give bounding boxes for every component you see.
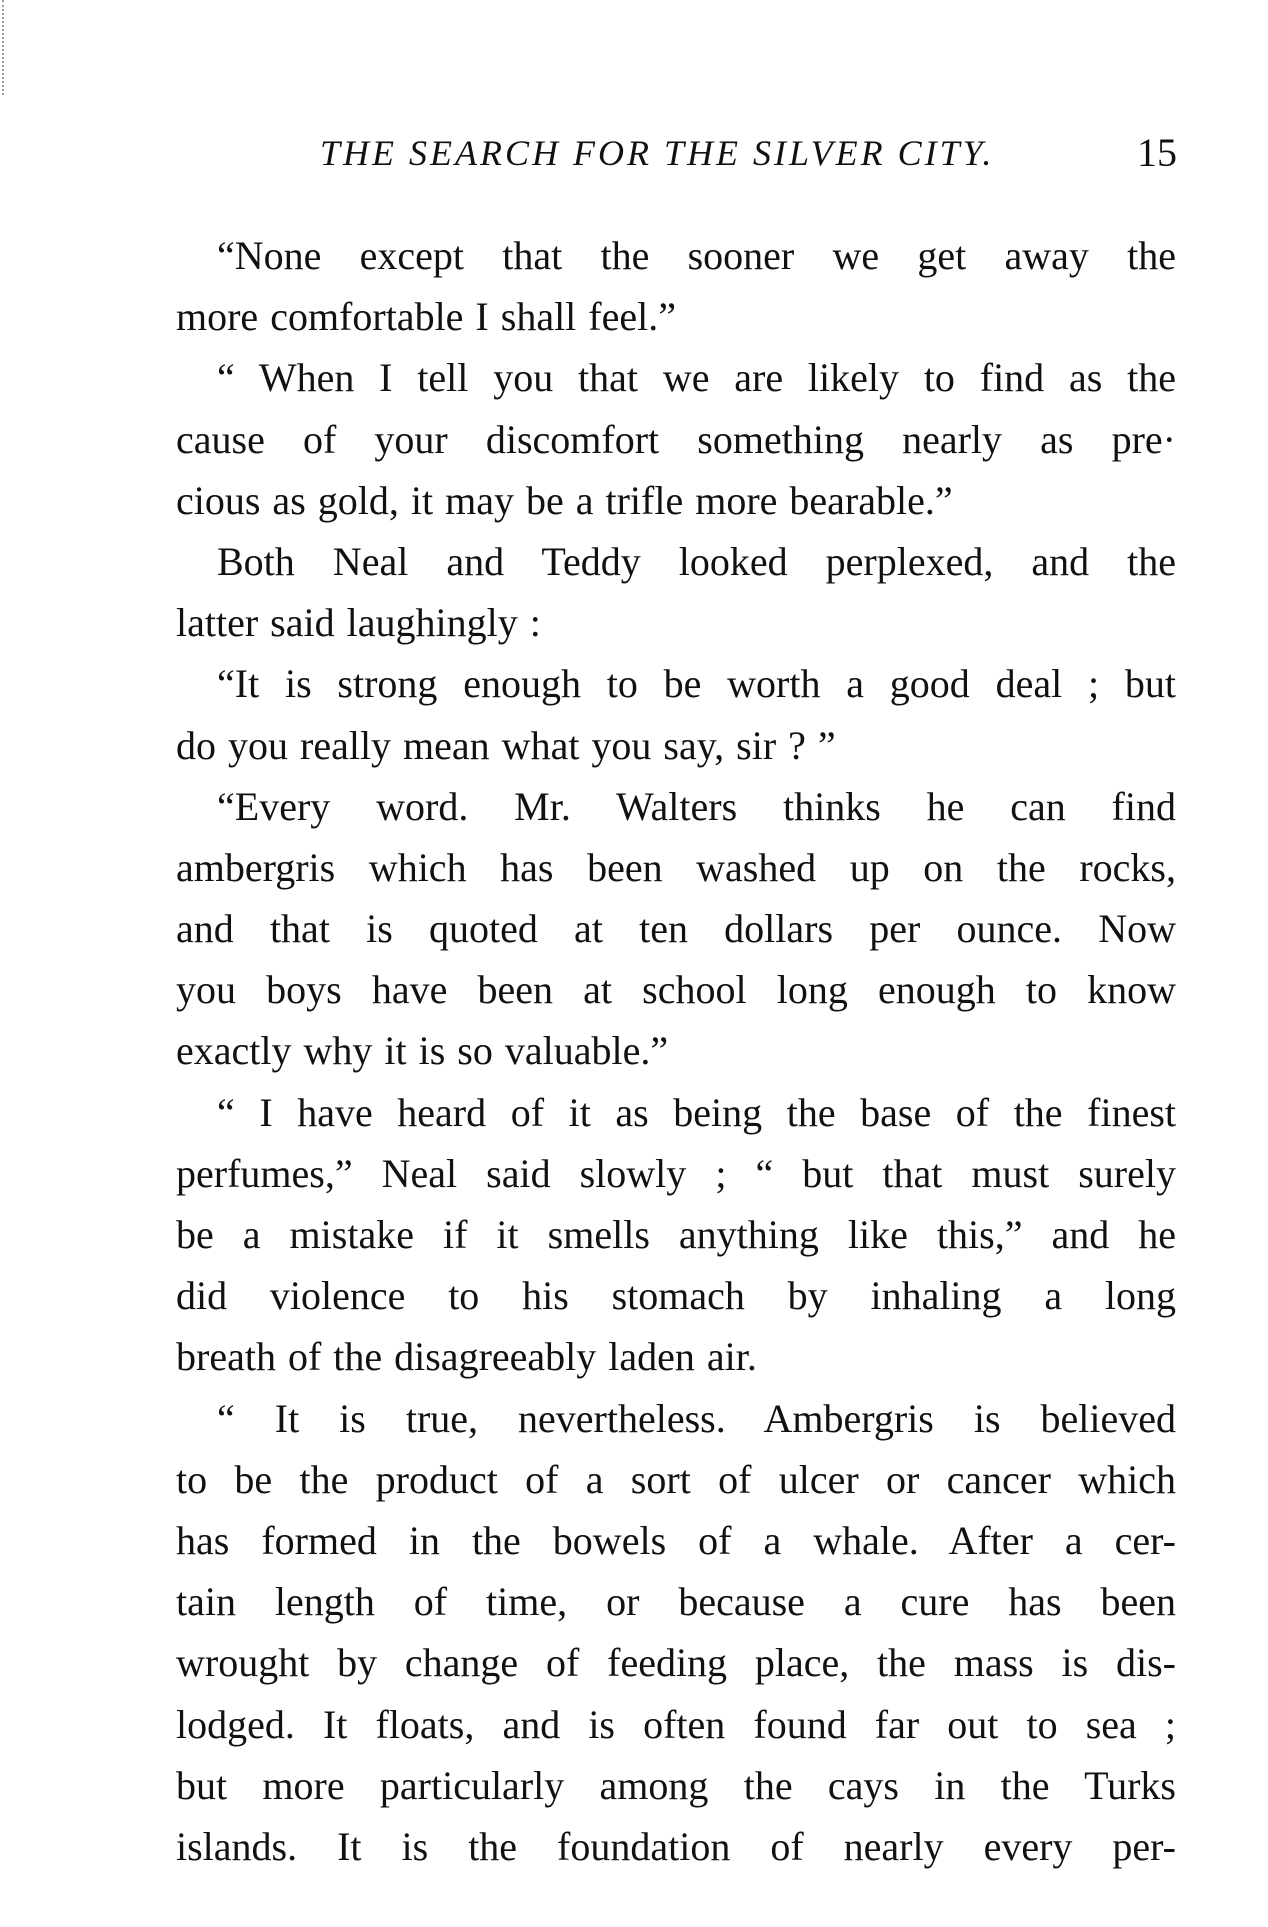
text-line: “ I have heard of it as being the base of the finest	[217, 1089, 1176, 1135]
text-line: islands. It is the foundation of nearly every per-	[176, 1823, 1176, 1869]
running-header	[0, 128, 1268, 178]
text-line: cious as gold, it may be a trifle more bearable.”	[176, 477, 953, 523]
body-text	[176, 225, 1176, 1877]
text-line: Both Neal and Teddy looked perplexed, and the	[217, 538, 1176, 584]
text-line: and that is quoted at ten dollars per ounce. Now	[176, 906, 1176, 952]
page-edge-marks	[2, 0, 10, 95]
text-line: “ It is true, nevertheless. Ambergris is believed	[217, 1395, 1176, 1441]
text-line: to be the product of a sort of ulcer or cancer which	[176, 1456, 1176, 1502]
text-line: lodged. It floats, and is often found far out to sea ;	[176, 1701, 1176, 1747]
text-line: perfumes,” Neal said slowly ; “ but that must surely	[176, 1150, 1176, 1196]
text-line: breath of the disagreeably laden air.	[176, 1334, 757, 1380]
text-line: ambergris which has been washed up on the rocks,	[176, 844, 1176, 890]
text-line: more comfortable I shall feel.”	[176, 294, 676, 340]
text-line: has formed in the bowels of a whale. After a cer-	[176, 1517, 1176, 1563]
text-line: but more particularly among the cays in the Turks	[176, 1762, 1176, 1808]
running-title: THE SEARCH FOR THE SILVER CITY.	[320, 133, 995, 173]
text-line: you boys have been at school long enough to know	[176, 967, 1176, 1013]
text-line: “ When I tell you that we are likely to find as the	[217, 355, 1176, 401]
text-line: exactly why it is so valuable.”	[176, 1028, 669, 1074]
text-line: did violence to his stomach by inhaling a long	[176, 1273, 1176, 1319]
text-line: cause of your discomfort something nearly as pre·	[176, 416, 1176, 462]
text-line: wrought by change of feeding place, the mass is dis-	[176, 1640, 1176, 1686]
text-line: do you really mean what you say, sir ? ”	[176, 722, 836, 768]
text-line: “Every word. Mr. Walters thinks he can find	[217, 783, 1176, 829]
page-number: 15	[1137, 130, 1177, 175]
text-line: tain length of time, or because a cure has been	[176, 1579, 1176, 1625]
text-line: latter said laughingly :	[176, 600, 541, 646]
text-line: be a mistake if it smells anything like this,” and he	[176, 1212, 1176, 1257]
text-line: “None except that the sooner we get away the	[217, 233, 1176, 278]
text-line: “It is strong enough to be worth a good deal ; but	[217, 661, 1176, 707]
